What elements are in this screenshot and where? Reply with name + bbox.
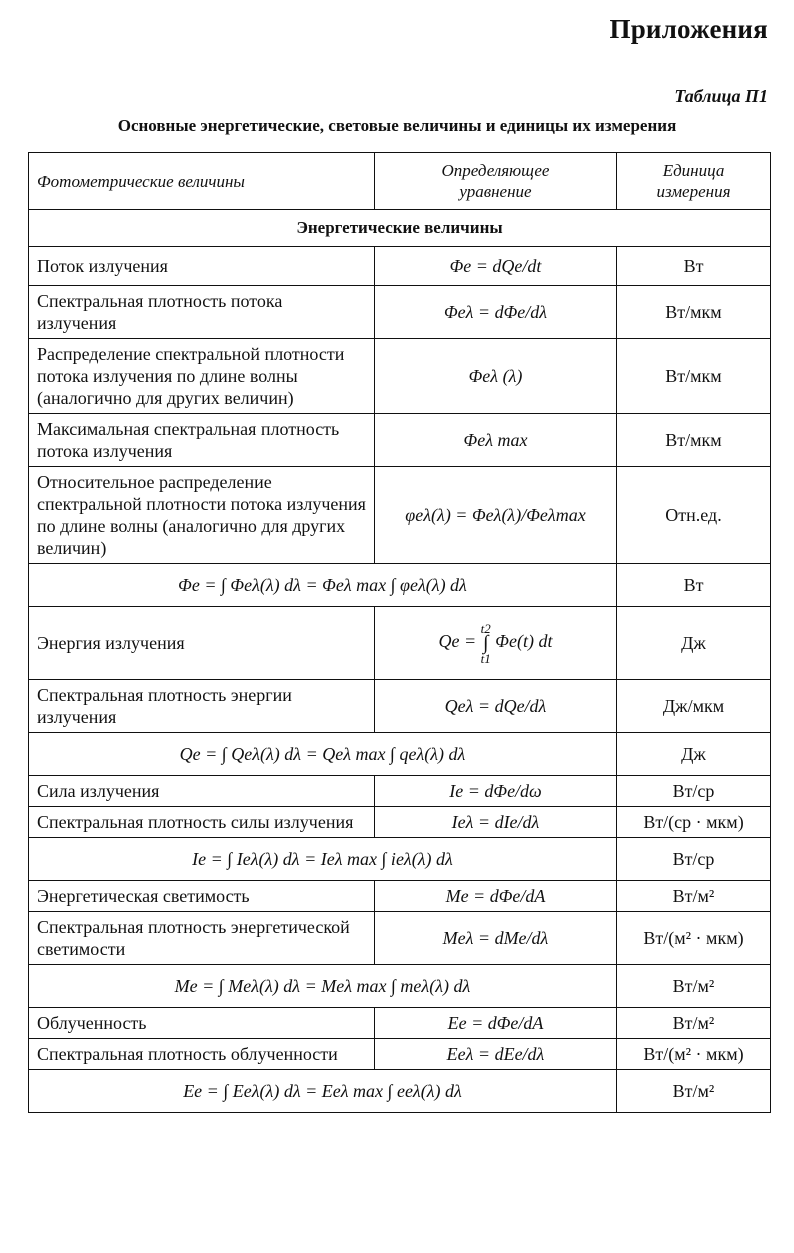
section-title: Энергетические величины <box>29 210 771 247</box>
quantity-name: Облученность <box>29 1008 375 1039</box>
table-row <box>29 1008 771 1039</box>
quantity-name: Максимальная спектральная плотность потока излучения <box>29 414 375 467</box>
defining-equation: Meλ = dMe/dλ <box>375 912 617 965</box>
table-row <box>29 680 771 733</box>
quantity-name: Спектральная плотность облученности <box>29 1039 375 1070</box>
quantity-name: Энергетическая светимость <box>29 881 375 912</box>
quantity-name: Спектральная плотность энергетической светимости <box>29 912 375 965</box>
header-unit-line1: Единица <box>662 161 725 180</box>
table-row <box>29 1039 771 1070</box>
table-header-row <box>29 153 771 210</box>
table-number: Таблица П1 <box>674 86 768 106</box>
table-row <box>29 776 771 807</box>
quantity-name: Энергия излучения <box>29 607 375 680</box>
quantity-name: Спектральная плотность энергии излучения <box>29 680 375 733</box>
header-equation-line1: Определяющее <box>441 161 550 180</box>
unit: Вт <box>617 564 771 607</box>
quantity-name: Спектральная плотность потока излучения <box>29 286 375 339</box>
quantity-name: Спектральная плотность силы излучения <box>29 807 375 838</box>
defining-equation: Φe = dQe/dt <box>375 247 617 286</box>
equation-lhs: Qe = <box>438 631 477 652</box>
defining-equation: Ie = dΦe/dω <box>375 776 617 807</box>
definite-integral <box>481 620 491 666</box>
integral-sign: ∫ <box>482 632 489 654</box>
table-row <box>29 807 771 838</box>
equation-rhs: Φe(t) dt <box>495 631 553 652</box>
table-row <box>29 339 771 414</box>
quantity-name: Относительное распределение спектральной плотности потока излучения по длине волны (аналогично для других величин) <box>29 467 375 564</box>
unit: Дж <box>617 733 771 776</box>
defining-equation: Φeλ (λ) <box>375 339 617 414</box>
integral-lower-limit: t1 <box>480 651 491 666</box>
integral-row <box>29 965 771 1008</box>
unit: Отн.ед. <box>617 467 771 564</box>
integral-relation: Ee = ∫ Eeλ(λ) dλ = Eeλ max ∫ eeλ(λ) dλ <box>29 1070 617 1113</box>
quantity-name: Распределение спектральной плотности потока излучения по длине волны (аналогично для других величин) <box>29 339 375 414</box>
integral-row <box>29 838 771 881</box>
quantity-name: Поток излучения <box>29 247 375 286</box>
defining-equation: Φeλ max <box>375 414 617 467</box>
unit: Вт/м² <box>617 1008 771 1039</box>
header-equation-line2: уравнение <box>459 182 532 201</box>
unit: Вт/ср <box>617 838 771 881</box>
table-row <box>29 607 771 680</box>
integral-row <box>29 564 771 607</box>
unit: Вт/м² <box>617 965 771 1008</box>
table-row <box>29 286 771 339</box>
defining-equation: Qeλ = dQe/dλ <box>375 680 617 733</box>
header-quantities: Фотометрические величины <box>29 153 375 210</box>
unit: Вт/мкм <box>617 414 771 467</box>
integral-row <box>29 1070 771 1113</box>
table-row <box>29 414 771 467</box>
table-caption: Основные энергетические, световые величины и единицы их измерения <box>117 116 677 135</box>
unit: Вт/мкм <box>617 339 771 414</box>
unit: Вт/мкм <box>617 286 771 339</box>
unit: Вт/(м² · мкм) <box>617 912 771 965</box>
header-unit-line2: измерения <box>656 182 731 201</box>
defining-equation: Ieλ = dIe/dλ <box>375 807 617 838</box>
header-equation <box>375 153 617 210</box>
integral-upper-limit: t2 <box>480 621 491 636</box>
table-row <box>29 912 771 965</box>
defining-equation: Eeλ = dEe/dλ <box>375 1039 617 1070</box>
page-heading: Приложения <box>609 14 768 44</box>
unit: Дж/мкм <box>617 680 771 733</box>
unit: Вт/м² <box>617 881 771 912</box>
unit: Вт/(м² · мкм) <box>617 1039 771 1070</box>
unit: Вт/ср <box>617 776 771 807</box>
defining-equation: Φeλ = dΦe/dλ <box>375 286 617 339</box>
integral-row <box>29 733 771 776</box>
integral-relation: Qe = ∫ Qeλ(λ) dλ = Qeλ max ∫ qeλ(λ) dλ <box>29 733 617 776</box>
integral-relation: Φe = ∫ Φeλ(λ) dλ = Φeλ max ∫ φeλ(λ) dλ <box>29 564 617 607</box>
unit: Вт/(ср · мкм) <box>617 807 771 838</box>
table-row <box>29 247 771 286</box>
integral-relation: Ie = ∫ Ieλ(λ) dλ = Ieλ max ∫ ieλ(λ) dλ <box>29 838 617 881</box>
defining-equation: Me = dΦe/dA <box>375 881 617 912</box>
table-row <box>29 467 771 564</box>
unit: Дж <box>617 607 771 680</box>
defining-equation <box>375 607 617 680</box>
header-unit <box>617 153 771 210</box>
section-row <box>29 210 771 247</box>
integral-relation: Me = ∫ Meλ(λ) dλ = Meλ max ∫ meλ(λ) dλ <box>29 965 617 1008</box>
defining-equation: φeλ(λ) = Φeλ(λ)/Φeλmax <box>375 467 617 564</box>
defining-equation: Ee = dΦe/dA <box>375 1008 617 1039</box>
photometric-quantities-table <box>28 152 771 1113</box>
quantity-name: Сила излучения <box>29 776 375 807</box>
unit: Вт <box>617 247 771 286</box>
unit: Вт/м² <box>617 1070 771 1113</box>
table-row <box>29 881 771 912</box>
